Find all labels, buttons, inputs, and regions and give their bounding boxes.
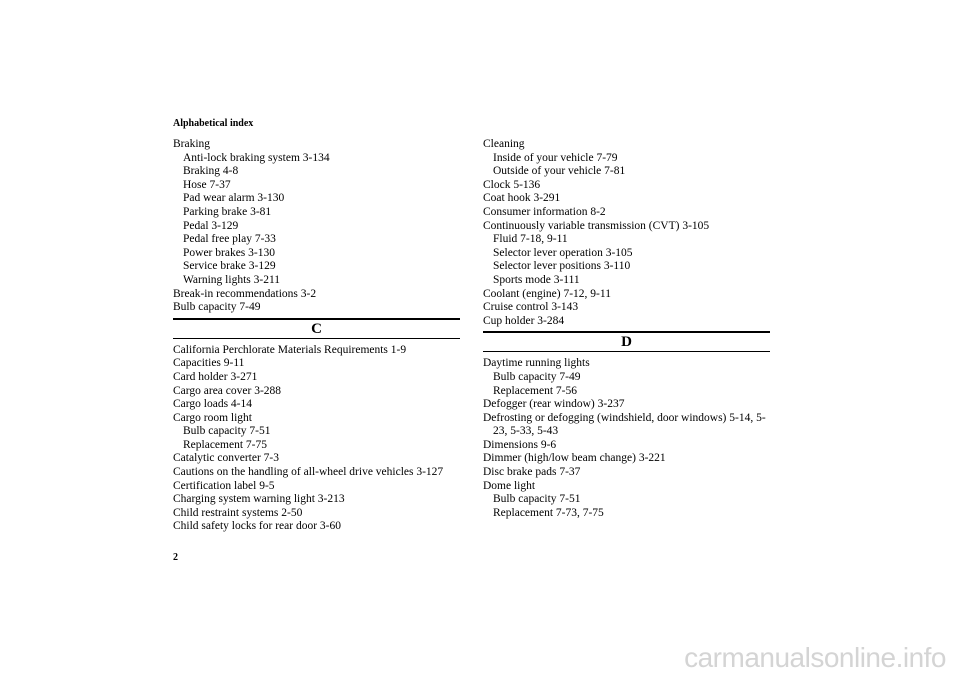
- index-entry: Cautions on the handling of all-wheel drive vehicles 3-127: [173, 466, 444, 479]
- index-subentry: Selector lever operation 3-105: [493, 246, 633, 259]
- index-entry: Break-in recommendations 3-2: [173, 287, 317, 300]
- page-header: Alphabetical index: [173, 118, 254, 129]
- index-entry: Cruise control 3-143: [483, 301, 579, 314]
- index-subentry: Hose 7-37: [183, 178, 231, 191]
- index-entry: Defrosting or defogging (windshield, door windows) 5-14, 5-23, 5-33, 5-43: [483, 411, 766, 438]
- section-letter-heading: C: [173, 318, 460, 339]
- index-entry: Daytime running lights: [483, 357, 590, 370]
- index-entry: Clock 5-136: [483, 178, 541, 191]
- index-subentry: Replacement 7-75: [183, 438, 267, 451]
- index-subentry: Bulb capacity 7-51: [493, 493, 581, 506]
- index-entry: Cleaning: [483, 138, 525, 150]
- index-subentry: Pedal 3-129: [183, 219, 239, 232]
- index-entry: Coolant (engine) 7-12, 9-11: [483, 287, 611, 300]
- index-entry: Catalytic converter 7-3: [173, 452, 280, 465]
- index-entry: Consumer information 8-2: [483, 205, 606, 218]
- index-entry: Child safety locks for rear door 3-60: [173, 520, 341, 533]
- index-entry: Child restraint systems 2-50: [173, 506, 303, 519]
- watermark: carmanualsonline.info: [684, 642, 946, 673]
- index-subentry: Warning lights 3-211: [183, 273, 281, 286]
- index-subentry: Replacement 7-56: [493, 384, 577, 397]
- index-subentry: Inside of your vehicle 7-79: [493, 151, 618, 164]
- index-subentry: Pad wear alarm 3-130: [183, 192, 285, 205]
- index-entry: Cargo area cover 3-288: [173, 384, 282, 397]
- index-subentry: Selector lever positions 3-110: [493, 260, 631, 273]
- index-entry: Dome light: [483, 479, 536, 492]
- index-subentry: Outside of your vehicle 7-81: [493, 165, 626, 178]
- index-entry: Continuously variable transmission (CVT) 3-105: [483, 219, 710, 232]
- index-subentry: Fluid 7-18, 9-11: [493, 233, 568, 246]
- index-subentry: Power brakes 3-130: [183, 246, 275, 259]
- index-entry: Card holder 3-271: [173, 370, 258, 383]
- index-subentry: Service brake 3-129: [183, 260, 276, 273]
- index-entry: Coat hook 3-291: [483, 192, 561, 205]
- index-column-right: [483, 138, 770, 520]
- page-number: 2: [173, 552, 178, 563]
- index-entry: Charging system warning light 3-213: [173, 493, 345, 506]
- index-entry: Cup holder 3-284: [483, 314, 565, 327]
- index-entry: Bulb capacity 7-49: [173, 301, 261, 314]
- index-entry: Disc brake pads 7-37: [483, 466, 581, 479]
- index-subentry: Pedal free play 7-33: [183, 233, 276, 246]
- index-entry: Cargo room light: [173, 411, 253, 424]
- index-entry: California Perchlorate Materials Requirements 1-9: [173, 343, 407, 356]
- index-entry: Capacities 9-11: [173, 357, 245, 370]
- index-subentry: Anti-lock braking system 3-134: [183, 151, 330, 164]
- index-subentry: Parking brake 3-81: [183, 205, 272, 218]
- index-subentry: Sports mode 3-111: [493, 273, 580, 286]
- index-entry: Braking: [173, 138, 211, 150]
- index-entry: Certification label 9-5: [173, 479, 275, 492]
- index-entry: Dimmer (high/low beam change) 3-221: [483, 452, 666, 465]
- section-letter-heading: D: [483, 331, 770, 352]
- index-subentry: Replacement 7-73, 7-75: [493, 506, 604, 519]
- index-entry: Defogger (rear window) 3-237: [483, 398, 625, 411]
- index-entry: Dimensions 9-6: [483, 438, 557, 451]
- index-subentry: Bulb capacity 7-51: [183, 425, 271, 438]
- index-entry: Cargo loads 4-14: [173, 398, 253, 411]
- index-subentry: Bulb capacity 7-49: [493, 370, 581, 383]
- index-column-left: [173, 138, 460, 534]
- index-subentry: Braking 4-8: [183, 165, 239, 178]
